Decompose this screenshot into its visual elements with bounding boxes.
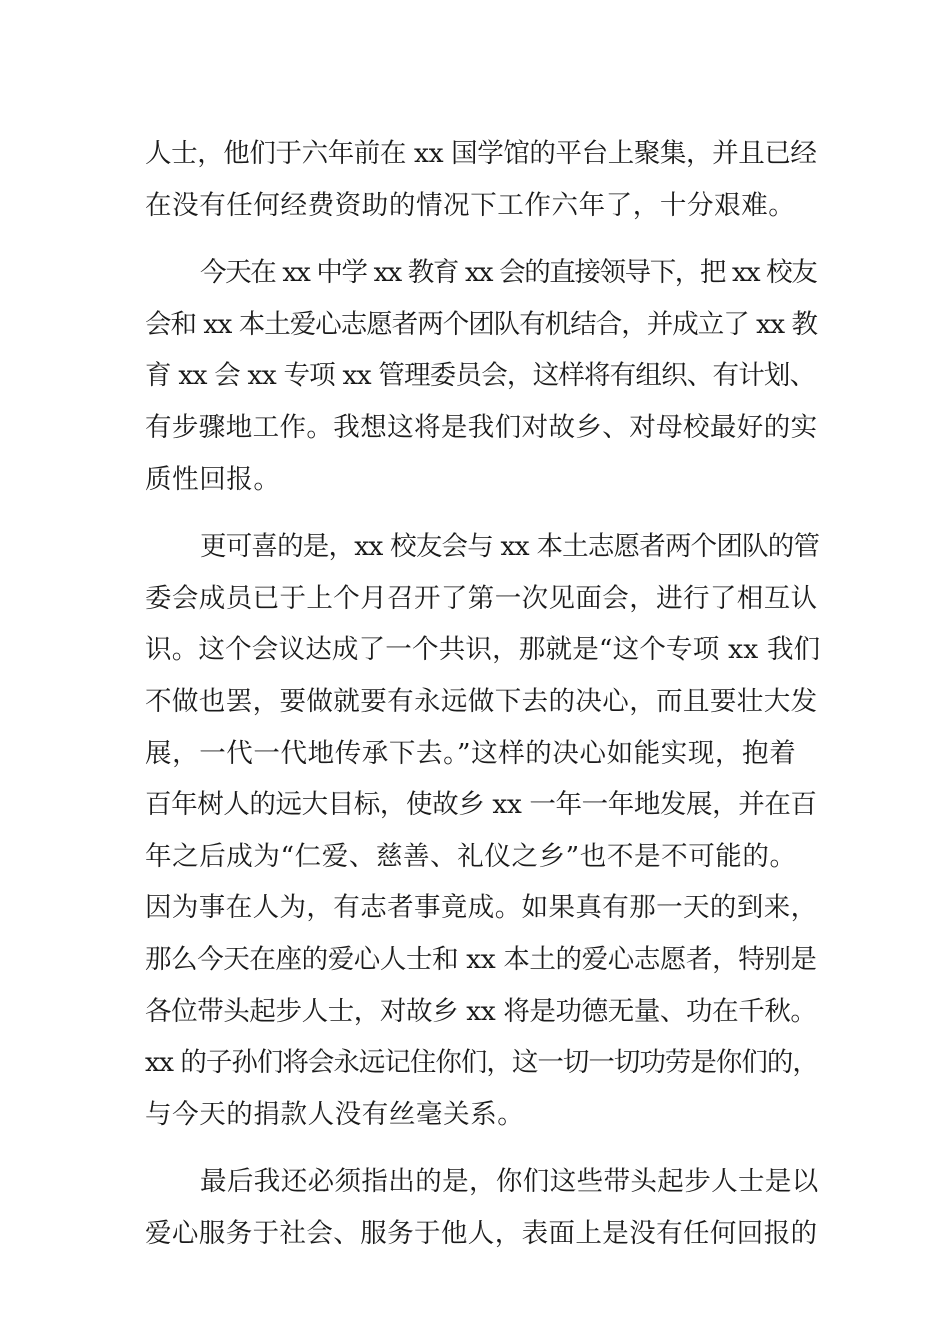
text-line: 那么今天在座的爱心人士和 xx 本土的爱心志愿者，特别是: [145, 943, 817, 975]
text-line: 今天在 xx 中学 xx 教育 xx 会的直接领导下，把 xx 校友: [200, 257, 817, 289]
text-line: 委会成员已于上个月召开了第一次见面会，进行了相互认: [145, 582, 818, 614]
paragraph-2: [145, 247, 818, 505]
paragraph-3: [145, 521, 821, 1140]
text-line: 最后我还必须指出的是，你们这些带头起步人士是以: [200, 1166, 819, 1198]
text-line: 有步骤地工作。我想这将是我们对故乡、对母校最好的实: [145, 411, 818, 443]
text-line: 与今天的捐款人没有丝毫关系。: [145, 1098, 525, 1130]
text-line: 各位带头起步人士，对故乡 xx 将是功德无量、功在千秋。: [145, 995, 817, 1027]
text-line: 识。这个会议达成了一个共识，那就是“这个专项 xx 我们: [145, 634, 821, 666]
document-body: [145, 128, 821, 1259]
text-line: 育 xx 会 xx 专项 xx 管理委员会，这样将有组织、有计划、: [145, 360, 816, 392]
text-line: 质性回报。: [145, 463, 281, 495]
text-line: 因为事在人为，有志者事竟成。如果真有那一天的到来，: [145, 892, 818, 924]
text-line: 百年树人的远大目标，使故乡 xx 一年一年地发展，并在百: [145, 789, 817, 821]
paragraph-1: [145, 128, 815, 231]
paragraph-4: [145, 1156, 819, 1259]
text-line: 不做也罢，要做就要有永远做下去的决心，而且要壮大发: [145, 685, 818, 717]
text-line: 年之后成为“仁爱、慈善、礼仪之乡”也不是不可能的。: [145, 840, 797, 872]
text-line: 人士，他们于六年前在 xx 国学馆的平台上聚集，并且已经: [145, 138, 817, 169]
text-line: 更可喜的是，xx 校友会与 xx 本土志愿者两个团队的管: [200, 531, 820, 563]
text-line: 爱心服务于社会、服务于他人，表面上是没有任何回报的: [145, 1217, 818, 1249]
text-line: xx 的子孙们将会永远记住你们，这一切一切功劳是你们的，: [145, 1047, 818, 1079]
text-line: 展，一代一代地传承下去。”这样的决心如能实现，抱着: [145, 737, 797, 769]
text-line: 在没有任何经费资助的情况下工作六年了，十分艰难。: [145, 189, 796, 221]
text-line: 会和 xx 本土爱心志愿者两个团队有机结合，并成立了 xx 教: [145, 308, 817, 340]
